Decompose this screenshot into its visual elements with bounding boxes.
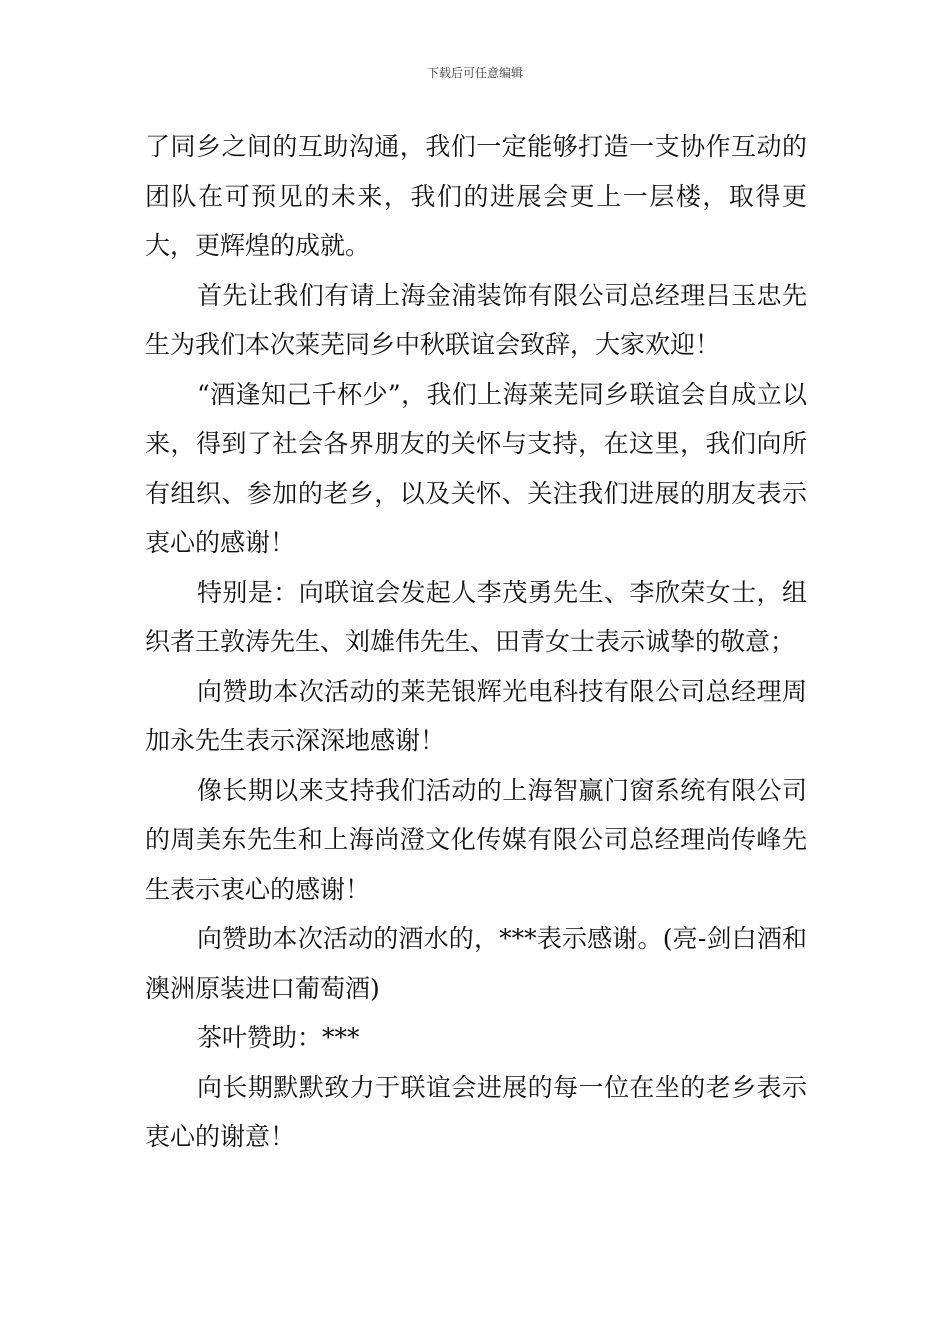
paragraph: “酒逢知己千杯少”，我们上海莱芜同乡联谊会自成立以来，得到了社会各界朋友的关怀与支持，在这里，我们向所有组织、参加的老乡，以及关怀、关注我们进展的朋友表示衷心的感谢！ — [145, 379, 807, 557]
paragraph: 向赞助本次活动的莱芜银辉光电科技有限公司总经理周加永先生表示深深地感谢！ — [145, 676, 807, 755]
paragraph: 特别是：向联谊会发起人李茂勇先生、李欣荣女士，组织者王敦涛先生、刘雄伟先生、田青女士表示诚挚的敬意； — [145, 577, 807, 656]
paragraph: 向赞助本次活动的酒水的，***表示感谢。(亮-剑白酒和澳洲原装进口葡萄酒) — [145, 924, 807, 1003]
page-header: 下载后可任意编辑 — [426, 66, 523, 80]
paragraph: 首先让我们有请上海金浦装饰有限公司总经理吕玉忠先生为我们本次莱芜同乡中秋联谊会致辞，大家欢迎！ — [145, 280, 807, 359]
paragraph: 了同乡之间的互助沟通，我们一定能够打造一支协作互动的团队在可预见的未来，我们的进展会更上一层楼，取得更大，更辉煌的成就。 — [145, 132, 807, 260]
paragraph: 向长期默默致力于联谊会进展的每一位在坐的老乡表示衷心的谢意！ — [145, 1072, 807, 1151]
paragraph: 茶叶赞助：*** — [197, 1023, 360, 1052]
document-body — [145, 122, 807, 1162]
paragraph: 像长期以来支持我们活动的上海智赢门窗系统有限公司的周美东先生和上海尚澄文化传媒有限公司总经理尚传峰先生表示衷心的感谢！ — [145, 775, 807, 904]
